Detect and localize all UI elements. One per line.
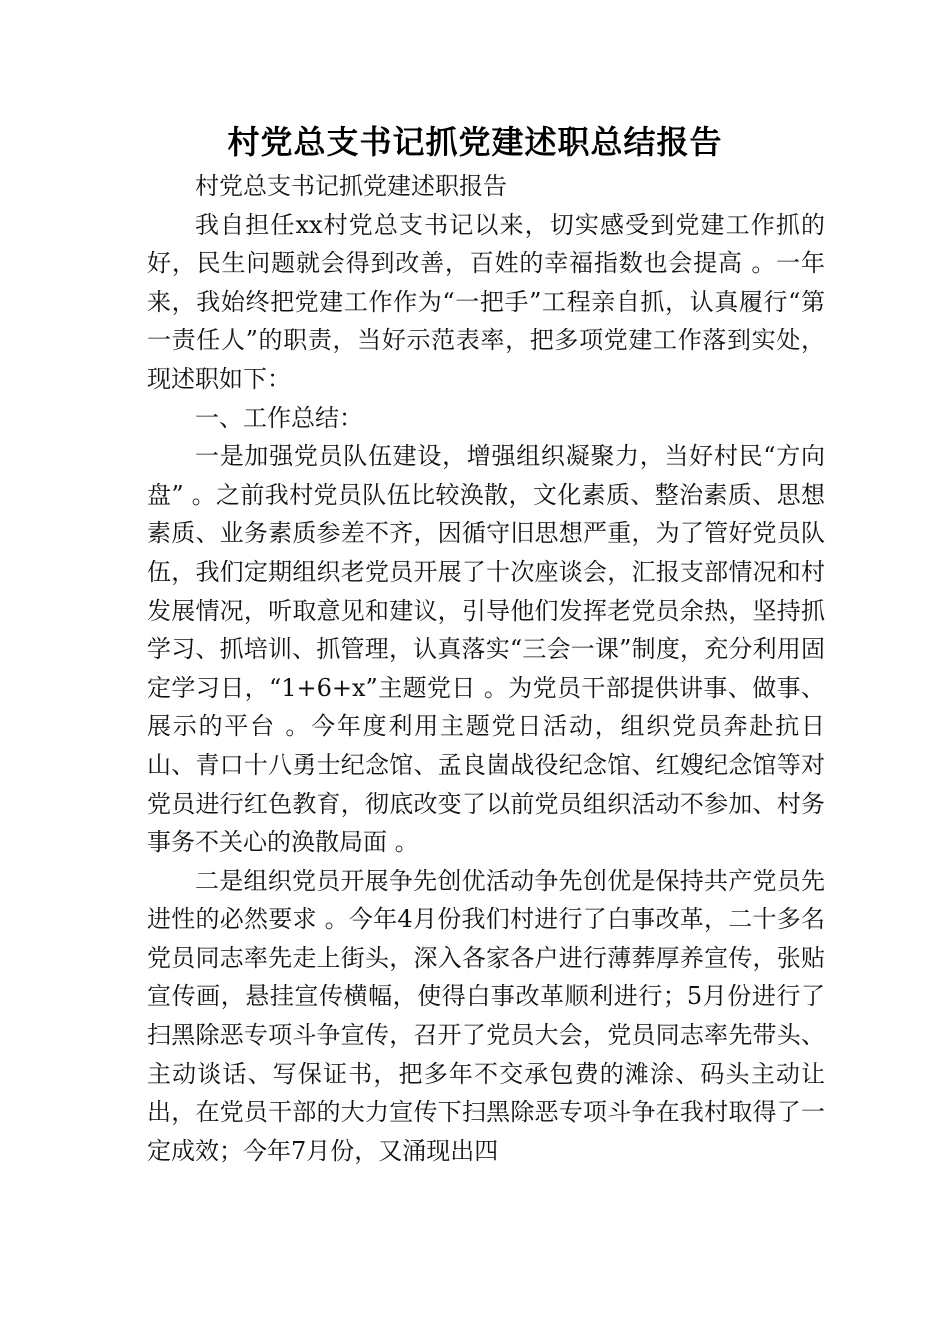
body-paragraph-1: 一是加强党员队伍建设，增强组织凝聚力，当好村民“方向盘” 。之前我村党员队伍比较涣散，文化素质、整治素质、思想素质、业务素质参差不齐，因循守旧思想严重，为了管好党员队伍，我们定期组织老党员开展了十次座谈会，汇报支部情况和村发展情况，听取意见和建议，引导他们发挥老党员余热，坚持抓学习、抓培训、抓管理，认真落实“三会一课”制度，充分利用固定学习日，“1+6+x”主题党日 。为党员干部提供讲事、做事、展示的平台 。今年度利用主题党日活动，组织党员奔赴抗日山、青口十八勇士纪念馆、孟良崮战役纪念馆、红嫂纪念馆等对党员进行红色教育，彻底改变了以前党员组织活动不参加、村务事务不关心的涣散局面 。 xyxy=(147,442,825,857)
intro-paragraph: 我自担任xx村党总支书记以来，切实感受到党建工作抓的好，民生问题就会得到改善，百姓的幸福指数也会提高 。一年来，我始终把党建工作作为“一把手”工程亲自抓，认真履行“第一责任人”的职责，当好示范表率，把多项党建工作落到实处，现述职如下： xyxy=(147,210,825,393)
document-title: 村党总支书记抓党建述职总结报告 xyxy=(227,123,723,161)
section-heading: 一、工作总结： xyxy=(195,403,363,432)
document-body xyxy=(147,167,825,1170)
body-paragraph-2: 二是组织党员开展争先创优活动争先创优是保持共产党员先进性的必然要求 。今年4月份我们村进行了白事改革，二十多名党员同志率先走上街头，深入各家各户进行薄葬厚养宣传，张贴宣传画，悬挂宣传横幅，使得白事改革顺利进行；5月份进行了扫黑除恶专项斗争宣传，召开了党员大会，党员同志率先带头、主动谈话、写保证书，把多年不交承包费的滩涂、码头主动让出，在党员干部的大力宣传下扫黑除恶专项斗争在我村取得了一定成效；今年7月份，又涌现出四 xyxy=(147,866,825,1165)
subtitle-paragraph: 村党总支书记抓党建述职报告 xyxy=(195,172,507,200)
